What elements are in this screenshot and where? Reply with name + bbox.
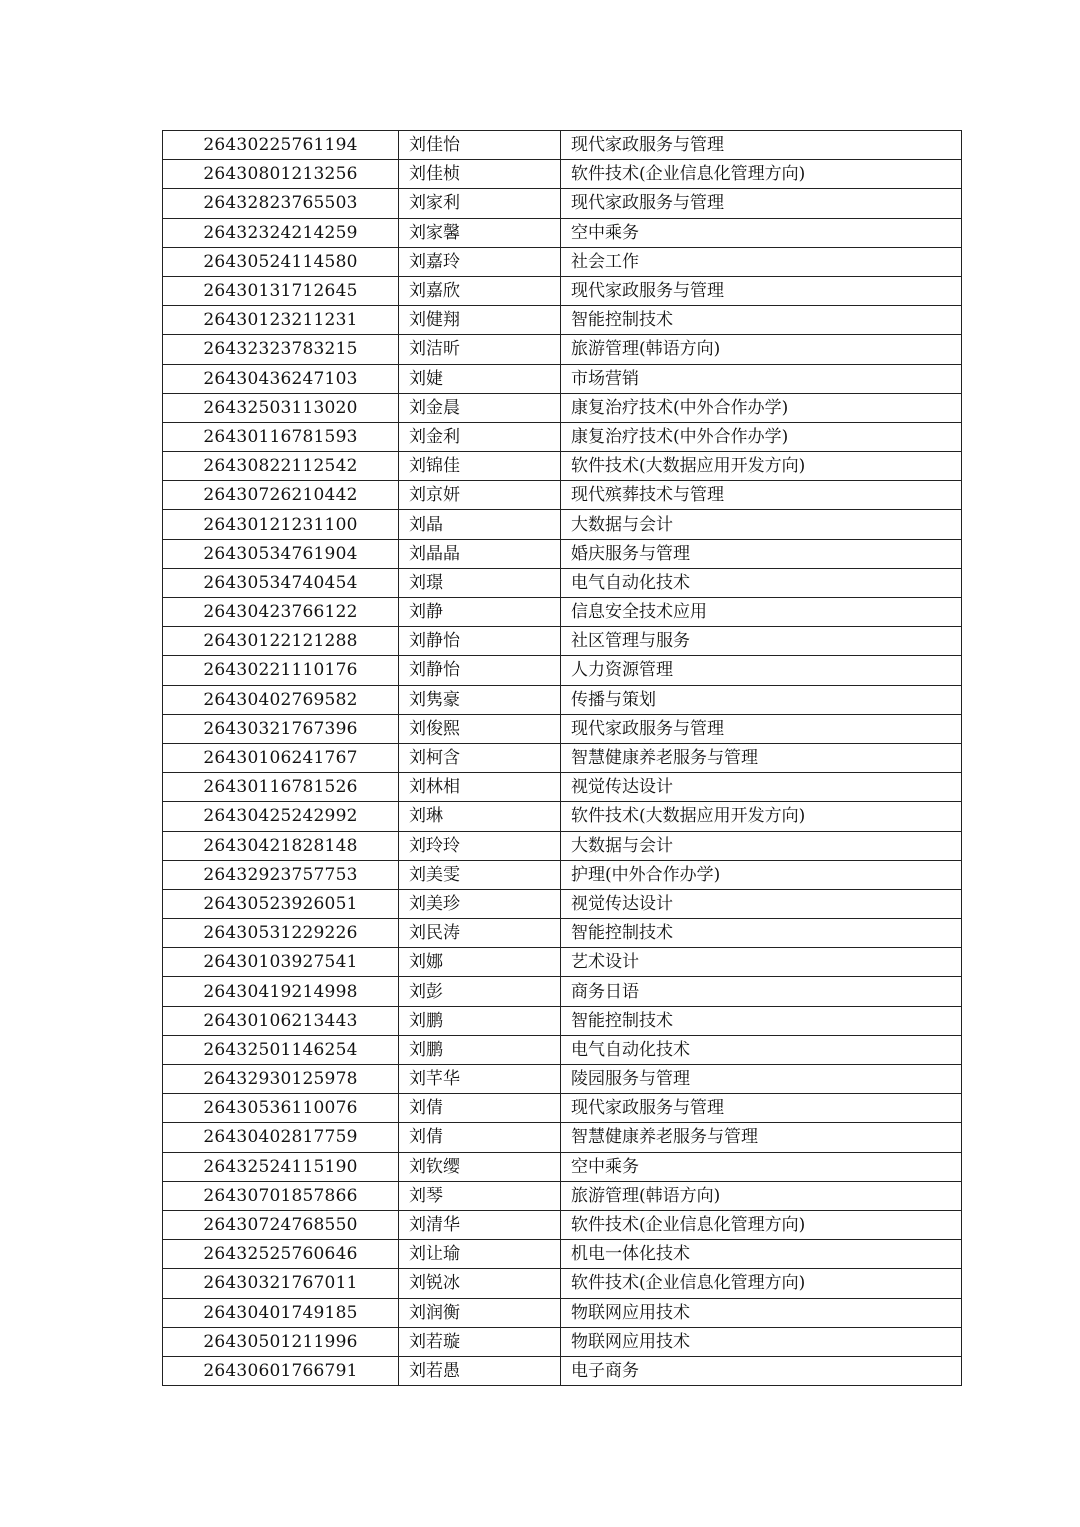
table-row	[163, 773, 962, 802]
table-row	[163, 364, 962, 393]
major-cell: 现代家政服务与管理	[561, 189, 962, 218]
exam-number-cell: 26430423766122	[163, 598, 399, 627]
table-row	[163, 743, 962, 772]
exam-number-cell: 26430123211231	[163, 306, 399, 335]
table-row	[163, 335, 962, 364]
major-cell: 社会工作	[561, 247, 962, 276]
student-name-cell: 刘俊熙	[399, 714, 561, 743]
exam-number-cell: 26430523926051	[163, 889, 399, 918]
major-cell: 电气自动化技术	[561, 568, 962, 597]
major-cell: 空中乘务	[561, 1152, 962, 1181]
student-name-cell: 刘洁昕	[399, 335, 561, 364]
major-cell: 人力资源管理	[561, 656, 962, 685]
table-row	[163, 510, 962, 539]
exam-number-cell: 26432930125978	[163, 1065, 399, 1094]
major-cell: 大数据与会计	[561, 831, 962, 860]
exam-number-cell: 26430524114580	[163, 247, 399, 276]
major-cell: 软件技术(大数据应用开发方向)	[561, 802, 962, 831]
table-row	[163, 452, 962, 481]
student-list-table	[162, 130, 962, 1386]
exam-number-cell: 26430419214998	[163, 977, 399, 1006]
exam-number-cell: 26432323783215	[163, 335, 399, 364]
table-row	[163, 831, 962, 860]
major-cell: 旅游管理(韩语方向)	[561, 335, 962, 364]
table-row	[163, 1269, 962, 1298]
exam-number-cell: 26430122121288	[163, 627, 399, 656]
exam-number-cell: 26430225761194	[163, 131, 399, 160]
student-name-cell: 刘锐冰	[399, 1269, 561, 1298]
exam-number-cell: 26430726210442	[163, 481, 399, 510]
major-cell: 智慧健康养老服务与管理	[561, 743, 962, 772]
exam-number-cell: 26432525760646	[163, 1240, 399, 1269]
major-cell: 信息安全技术应用	[561, 598, 962, 627]
exam-number-cell: 26430221110176	[163, 656, 399, 685]
table-row	[163, 1065, 962, 1094]
exam-number-cell: 26430401749185	[163, 1298, 399, 1327]
exam-number-cell: 26430501211996	[163, 1327, 399, 1356]
student-name-cell: 刘柯含	[399, 743, 561, 772]
major-cell: 传播与策划	[561, 685, 962, 714]
major-cell: 视觉传达设计	[561, 773, 962, 802]
student-name-cell: 刘美雯	[399, 860, 561, 889]
major-cell: 康复治疗技术(中外合作办学)	[561, 393, 962, 422]
major-cell: 空中乘务	[561, 218, 962, 247]
major-cell: 软件技术(企业信息化管理方向)	[561, 1210, 962, 1239]
student-name-cell: 刘芊华	[399, 1065, 561, 1094]
major-cell: 智能控制技术	[561, 306, 962, 335]
major-cell: 智慧健康养老服务与管理	[561, 1123, 962, 1152]
student-name-cell: 刘倩	[399, 1094, 561, 1123]
major-cell: 现代家政服务与管理	[561, 131, 962, 160]
major-cell: 物联网应用技术	[561, 1298, 962, 1327]
exam-number-cell: 26430531229226	[163, 919, 399, 948]
exam-number-cell: 26430425242992	[163, 802, 399, 831]
student-name-cell: 刘若愚	[399, 1356, 561, 1385]
student-name-cell: 刘隽豪	[399, 685, 561, 714]
table-row	[163, 481, 962, 510]
major-cell: 婚庆服务与管理	[561, 539, 962, 568]
major-cell: 软件技术(企业信息化管理方向)	[561, 1269, 962, 1298]
student-name-cell: 刘嘉欣	[399, 276, 561, 305]
table-row	[163, 1210, 962, 1239]
exam-number-cell: 26430436247103	[163, 364, 399, 393]
exam-number-cell: 26430321767396	[163, 714, 399, 743]
table-row	[163, 714, 962, 743]
table-row	[163, 1035, 962, 1064]
exam-number-cell: 26430801213256	[163, 160, 399, 189]
major-cell: 旅游管理(韩语方向)	[561, 1181, 962, 1210]
table-row	[163, 276, 962, 305]
major-cell: 视觉传达设计	[561, 889, 962, 918]
table-row	[163, 860, 962, 889]
major-cell: 现代家政服务与管理	[561, 1094, 962, 1123]
student-name-cell: 刘娜	[399, 948, 561, 977]
student-name-cell: 刘晶	[399, 510, 561, 539]
major-cell: 软件技术(企业信息化管理方向)	[561, 160, 962, 189]
table-row	[163, 627, 962, 656]
major-cell: 康复治疗技术(中外合作办学)	[561, 422, 962, 451]
exam-number-cell: 26430822112542	[163, 452, 399, 481]
exam-number-cell: 26430421828148	[163, 831, 399, 860]
table-row	[163, 160, 962, 189]
table-row	[163, 393, 962, 422]
major-cell: 商务日语	[561, 977, 962, 1006]
student-name-cell: 刘静怡	[399, 656, 561, 685]
student-name-cell: 刘金晨	[399, 393, 561, 422]
student-name-cell: 刘家利	[399, 189, 561, 218]
table-row	[163, 802, 962, 831]
student-name-cell: 刘钦缨	[399, 1152, 561, 1181]
exam-number-cell: 26430534761904	[163, 539, 399, 568]
exam-number-cell: 26430534740454	[163, 568, 399, 597]
exam-number-cell: 26430106241767	[163, 743, 399, 772]
table-row	[163, 218, 962, 247]
student-name-cell: 刘静怡	[399, 627, 561, 656]
student-name-cell: 刘倩	[399, 1123, 561, 1152]
student-name-cell: 刘婕	[399, 364, 561, 393]
student-name-cell: 刘健翔	[399, 306, 561, 335]
exam-number-cell: 26432923757753	[163, 860, 399, 889]
exam-number-cell: 26432524115190	[163, 1152, 399, 1181]
table-row	[163, 306, 962, 335]
exam-number-cell: 26430116781526	[163, 773, 399, 802]
table-row	[163, 247, 962, 276]
student-name-cell: 刘金利	[399, 422, 561, 451]
exam-number-cell: 26430121231100	[163, 510, 399, 539]
table-row	[163, 598, 962, 627]
table-row	[163, 656, 962, 685]
table-row	[163, 131, 962, 160]
exam-number-cell: 26430402817759	[163, 1123, 399, 1152]
exam-number-cell: 26430103927541	[163, 948, 399, 977]
major-cell: 软件技术(大数据应用开发方向)	[561, 452, 962, 481]
table-row	[163, 1152, 962, 1181]
major-cell: 陵园服务与管理	[561, 1065, 962, 1094]
student-name-cell: 刘琴	[399, 1181, 561, 1210]
student-name-cell: 刘京妍	[399, 481, 561, 510]
student-name-cell: 刘静	[399, 598, 561, 627]
table-row	[163, 1356, 962, 1385]
major-cell: 物联网应用技术	[561, 1327, 962, 1356]
major-cell: 现代家政服务与管理	[561, 714, 962, 743]
student-name-cell: 刘锦佳	[399, 452, 561, 481]
table-row	[163, 889, 962, 918]
exam-number-cell: 26430106213443	[163, 1006, 399, 1035]
exam-number-cell: 26432503113020	[163, 393, 399, 422]
major-cell: 电气自动化技术	[561, 1035, 962, 1064]
table-row	[163, 685, 962, 714]
student-name-cell: 刘佳桢	[399, 160, 561, 189]
student-name-cell: 刘佳怡	[399, 131, 561, 160]
exam-number-cell: 26432501146254	[163, 1035, 399, 1064]
student-name-cell: 刘鹏	[399, 1006, 561, 1035]
student-name-cell: 刘若璇	[399, 1327, 561, 1356]
major-cell: 智能控制技术	[561, 919, 962, 948]
student-name-cell: 刘林相	[399, 773, 561, 802]
table-row	[163, 919, 962, 948]
exam-number-cell: 26430321767011	[163, 1269, 399, 1298]
table-body	[163, 131, 962, 1386]
exam-number-cell: 26430536110076	[163, 1094, 399, 1123]
major-cell: 电子商务	[561, 1356, 962, 1385]
major-cell: 现代家政服务与管理	[561, 276, 962, 305]
student-name-cell: 刘晶晶	[399, 539, 561, 568]
student-name-cell: 刘彭	[399, 977, 561, 1006]
student-name-cell: 刘润衡	[399, 1298, 561, 1327]
table-row	[163, 1123, 962, 1152]
table-row	[163, 1327, 962, 1356]
exam-number-cell: 26432823765503	[163, 189, 399, 218]
student-name-cell: 刘清华	[399, 1210, 561, 1239]
major-cell: 大数据与会计	[561, 510, 962, 539]
exam-number-cell: 26430402769582	[163, 685, 399, 714]
student-name-cell: 刘嘉玲	[399, 247, 561, 276]
student-name-cell: 刘鹏	[399, 1035, 561, 1064]
table-row	[163, 1240, 962, 1269]
table-row	[163, 568, 962, 597]
major-cell: 社区管理与服务	[561, 627, 962, 656]
student-name-cell: 刘璟	[399, 568, 561, 597]
student-name-cell: 刘玲玲	[399, 831, 561, 860]
table-row	[163, 948, 962, 977]
student-name-cell: 刘琳	[399, 802, 561, 831]
major-cell: 护理(中外合作办学)	[561, 860, 962, 889]
table-row	[163, 422, 962, 451]
major-cell: 智能控制技术	[561, 1006, 962, 1035]
exam-number-cell: 26430131712645	[163, 276, 399, 305]
student-name-cell: 刘家馨	[399, 218, 561, 247]
exam-number-cell: 26430701857866	[163, 1181, 399, 1210]
major-cell: 机电一体化技术	[561, 1240, 962, 1269]
table-row	[163, 1006, 962, 1035]
table-row	[163, 539, 962, 568]
table-row	[163, 1181, 962, 1210]
major-cell: 艺术设计	[561, 948, 962, 977]
table-row	[163, 977, 962, 1006]
exam-number-cell: 26432324214259	[163, 218, 399, 247]
exam-number-cell: 26430116781593	[163, 422, 399, 451]
exam-number-cell: 26430724768550	[163, 1210, 399, 1239]
student-name-cell: 刘美珍	[399, 889, 561, 918]
table-row	[163, 189, 962, 218]
major-cell: 现代殡葬技术与管理	[561, 481, 962, 510]
student-name-cell: 刘民涛	[399, 919, 561, 948]
major-cell: 市场营销	[561, 364, 962, 393]
table-row	[163, 1094, 962, 1123]
table-row	[163, 1298, 962, 1327]
student-name-cell: 刘让瑜	[399, 1240, 561, 1269]
exam-number-cell: 26430601766791	[163, 1356, 399, 1385]
